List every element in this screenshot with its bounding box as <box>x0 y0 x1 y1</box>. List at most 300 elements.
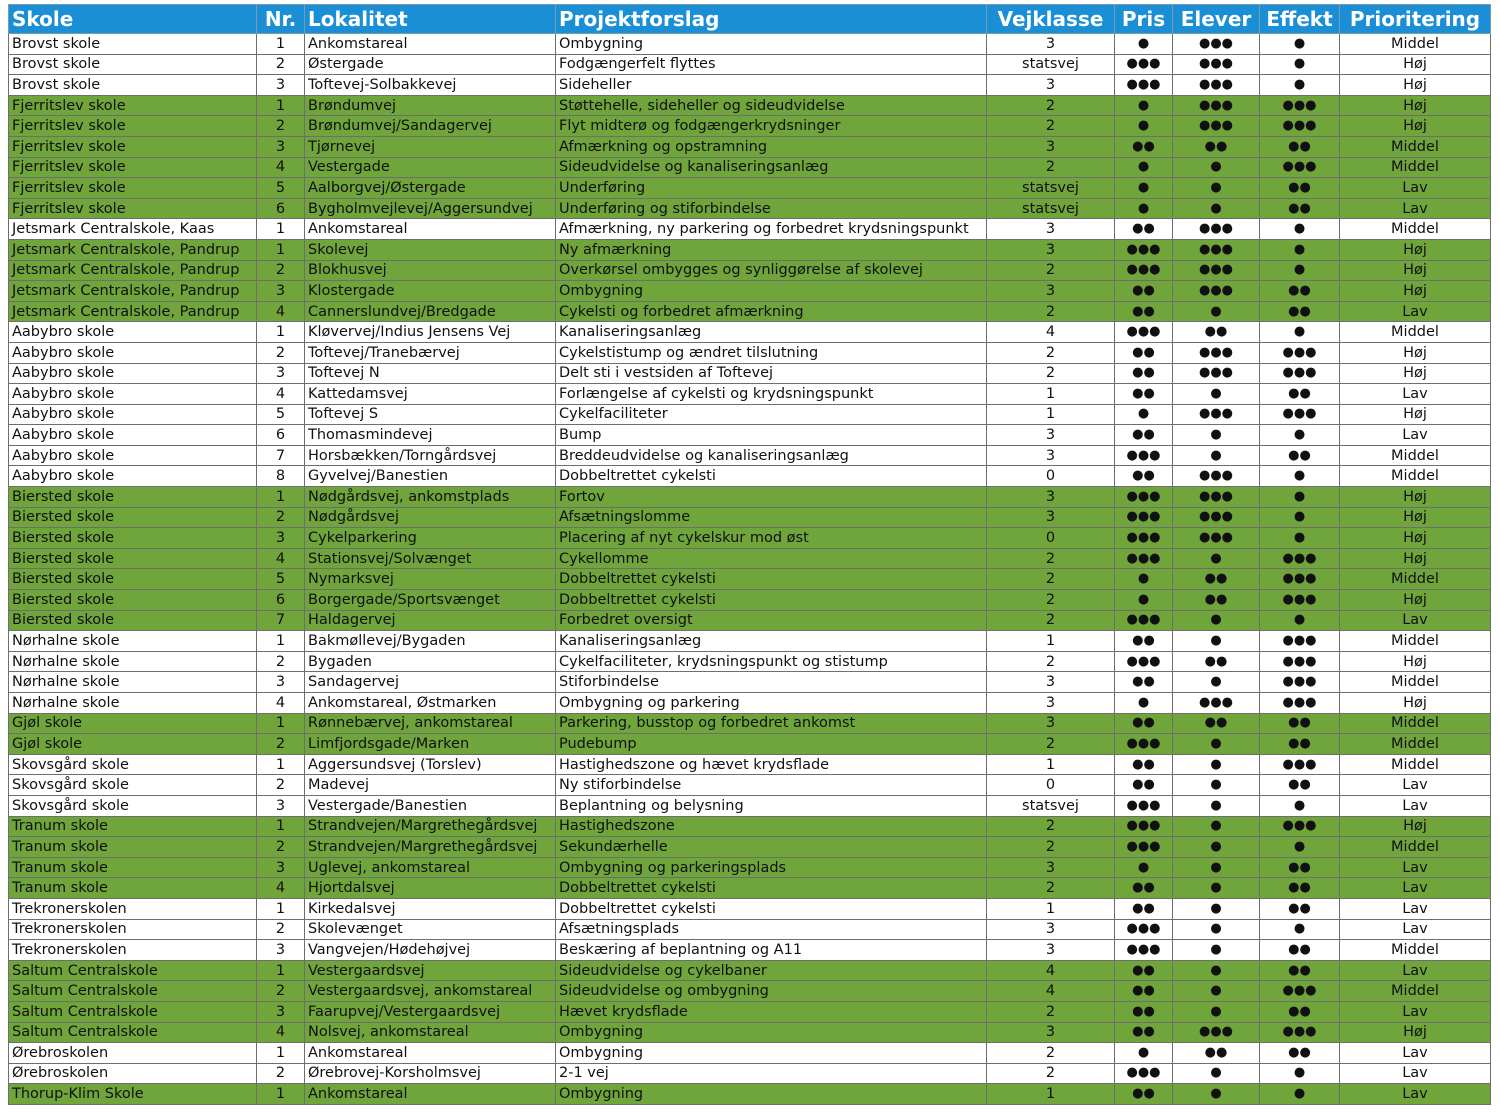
cell-effekt: ●●● <box>1260 981 1340 1002</box>
cell-projektforslag: Fodgængerfelt flyttes <box>556 54 987 75</box>
table-row <box>9 116 1491 137</box>
cell-lokalitet: Østergade <box>305 54 556 75</box>
cell-prioritering: Lav <box>1340 960 1491 981</box>
cell-prioritering: Middel <box>1340 157 1491 178</box>
cell-elever: ● <box>1173 857 1260 878</box>
cell-effekt: ●● <box>1260 384 1340 405</box>
cell-lokalitet: Vestergaardsvej, ankomstareal <box>305 981 556 1002</box>
cell-pris: ● <box>1115 857 1173 878</box>
cell-elever: ● <box>1173 631 1260 652</box>
cell-effekt: ●● <box>1260 775 1340 796</box>
cell-projektforslag: Dobbeltrettet cykelsti <box>556 466 987 487</box>
cell-skole: Tranum skole <box>9 816 257 837</box>
cell-nr: 3 <box>257 363 305 384</box>
cell-vejklasse: 2 <box>987 610 1115 631</box>
cell-skole: Skovsgård skole <box>9 795 257 816</box>
cell-nr: 5 <box>257 178 305 199</box>
cell-projektforslag: Sideudvidelse og ombygning <box>556 981 987 1002</box>
cell-skole: Biersted skole <box>9 590 257 611</box>
cell-elever: ● <box>1173 919 1260 940</box>
cell-effekt: ●● <box>1260 281 1340 302</box>
cell-lokalitet: Nymarksvej <box>305 569 556 590</box>
cell-elever: ● <box>1173 816 1260 837</box>
cell-prioritering: Høj <box>1340 239 1491 260</box>
cell-effekt: ● <box>1260 837 1340 858</box>
table-body <box>9 34 1491 1105</box>
cell-skole: Aabybro skole <box>9 445 257 466</box>
cell-prioritering: Middel <box>1340 466 1491 487</box>
cell-elever: ● <box>1173 960 1260 981</box>
table-row <box>9 507 1491 528</box>
cell-elever: ● <box>1173 1063 1260 1084</box>
cell-vejklasse: 4 <box>987 960 1115 981</box>
cell-prioritering: Middel <box>1340 713 1491 734</box>
cell-pris: ●● <box>1115 1084 1173 1105</box>
cell-projektforslag: Bump <box>556 425 987 446</box>
cell-effekt: ●● <box>1260 198 1340 219</box>
cell-prioritering: Høj <box>1340 75 1491 96</box>
table-row <box>9 919 1491 940</box>
cell-elever: ●●● <box>1173 507 1260 528</box>
cell-nr: 3 <box>257 75 305 96</box>
cell-effekt: ●●● <box>1260 548 1340 569</box>
cell-lokalitet: Kattedamsvej <box>305 384 556 405</box>
cell-projektforslag: Cykelstistump og ændret tilslutning <box>556 342 987 363</box>
header-row <box>9 5 1491 34</box>
cell-nr: 2 <box>257 116 305 137</box>
cell-prioritering: Middel <box>1340 672 1491 693</box>
cell-elever: ●●● <box>1173 260 1260 281</box>
header-nr: Nr. <box>257 5 305 34</box>
cell-lokalitet: Nolsvej, ankomstareal <box>305 1022 556 1043</box>
cell-prioritering: Høj <box>1340 1022 1491 1043</box>
cell-vejklasse: 3 <box>987 219 1115 240</box>
table-row <box>9 981 1491 1002</box>
cell-pris: ● <box>1115 590 1173 611</box>
cell-pris: ●●● <box>1115 75 1173 96</box>
cell-nr: 1 <box>257 713 305 734</box>
cell-lokalitet: Vestergade/Banestien <box>305 795 556 816</box>
cell-lokalitet: Faarupvej/Vestergaardsvej <box>305 1001 556 1022</box>
table-row <box>9 1022 1491 1043</box>
cell-elever: ●●● <box>1173 95 1260 116</box>
cell-skole: Ørebroskolen <box>9 1063 257 1084</box>
cell-lokalitet: Nødgårdsvej, ankomstplads <box>305 487 556 508</box>
cell-lokalitet: Ankomstareal <box>305 34 556 55</box>
cell-vejklasse: 2 <box>987 301 1115 322</box>
cell-vejklasse: 2 <box>987 816 1115 837</box>
cell-prioritering: Høj <box>1340 404 1491 425</box>
cell-prioritering: Lav <box>1340 775 1491 796</box>
cell-effekt: ● <box>1260 466 1340 487</box>
cell-elever: ●● <box>1173 569 1260 590</box>
cell-nr: 6 <box>257 198 305 219</box>
cell-lokalitet: Stationsvej/Solvænget <box>305 548 556 569</box>
cell-effekt: ●● <box>1260 857 1340 878</box>
cell-projektforslag: Hævet krydsflade <box>556 1001 987 1022</box>
cell-elever: ● <box>1173 878 1260 899</box>
cell-vejklasse: 3 <box>987 713 1115 734</box>
cell-pris: ●● <box>1115 1022 1173 1043</box>
cell-vejklasse: 3 <box>987 425 1115 446</box>
cell-effekt: ● <box>1260 425 1340 446</box>
cell-projektforslag: Cykelsti og forbedret afmærkning <box>556 301 987 322</box>
cell-lokalitet: Haldagervej <box>305 610 556 631</box>
cell-effekt: ●● <box>1260 1001 1340 1022</box>
cell-lokalitet: Skolevej <box>305 239 556 260</box>
cell-lokalitet: Strandvejen/Margrethegårdsvej <box>305 816 556 837</box>
cell-nr: 7 <box>257 610 305 631</box>
cell-projektforslag: Støttehelle, sideheller og sideudvidelse <box>556 95 987 116</box>
cell-elever: ●●● <box>1173 363 1260 384</box>
cell-skole: Aabybro skole <box>9 384 257 405</box>
cell-projektforslag: Fortov <box>556 487 987 508</box>
cell-elever: ●●● <box>1173 1022 1260 1043</box>
cell-effekt: ● <box>1260 487 1340 508</box>
cell-prioritering: Middel <box>1340 837 1491 858</box>
cell-pris: ●●● <box>1115 528 1173 549</box>
cell-prioritering: Middel <box>1340 734 1491 755</box>
cell-nr: 1 <box>257 960 305 981</box>
cell-pris: ● <box>1115 198 1173 219</box>
cell-pris: ●● <box>1115 281 1173 302</box>
cell-nr: 4 <box>257 301 305 322</box>
cell-pris: ●● <box>1115 713 1173 734</box>
header-skole: Skole <box>9 5 257 34</box>
cell-lokalitet: Strandvejen/Margrethegårdsvej <box>305 837 556 858</box>
cell-elever: ● <box>1173 754 1260 775</box>
cell-vejklasse: 2 <box>987 569 1115 590</box>
cell-skole: Jetsmark Centralskole, Pandrup <box>9 301 257 322</box>
cell-effekt: ● <box>1260 260 1340 281</box>
cell-vejklasse: 0 <box>987 528 1115 549</box>
cell-elever: ●●● <box>1173 281 1260 302</box>
cell-prioritering: Lav <box>1340 795 1491 816</box>
cell-projektforslag: Underføring og stiforbindelse <box>556 198 987 219</box>
cell-effekt: ●● <box>1260 445 1340 466</box>
cell-elever: ● <box>1173 1001 1260 1022</box>
cell-prioritering: Lav <box>1340 878 1491 899</box>
cell-vejklasse: 2 <box>987 1063 1115 1084</box>
cell-effekt: ● <box>1260 919 1340 940</box>
cell-effekt: ● <box>1260 75 1340 96</box>
cell-lokalitet: Klostergade <box>305 281 556 302</box>
cell-elever: ●●● <box>1173 342 1260 363</box>
cell-skole: Nørhalne skole <box>9 672 257 693</box>
cell-effekt: ●●● <box>1260 672 1340 693</box>
cell-elever: ● <box>1173 548 1260 569</box>
cell-lokalitet: Aggersundsvej (Torslev) <box>305 754 556 775</box>
table-row <box>9 960 1491 981</box>
header-vejklasse: Vejklasse <box>987 5 1115 34</box>
cell-elever: ● <box>1173 837 1260 858</box>
cell-skole: Gjøl skole <box>9 734 257 755</box>
cell-effekt: ●● <box>1260 713 1340 734</box>
cell-pris: ● <box>1115 95 1173 116</box>
table-row <box>9 837 1491 858</box>
table-row <box>9 754 1491 775</box>
cell-lokalitet: Bygaden <box>305 651 556 672</box>
cell-vejklasse: 2 <box>987 1043 1115 1064</box>
cell-pris: ●●● <box>1115 445 1173 466</box>
cell-lokalitet: Ankomstareal <box>305 1043 556 1064</box>
cell-vejklasse: 2 <box>987 260 1115 281</box>
cell-elever: ● <box>1173 157 1260 178</box>
cell-nr: 2 <box>257 837 305 858</box>
table-row <box>9 75 1491 96</box>
table-row <box>9 363 1491 384</box>
cell-pris: ●● <box>1115 775 1173 796</box>
cell-projektforslag: Sideudvidelse og cykelbaner <box>556 960 987 981</box>
table-row <box>9 34 1491 55</box>
table-row <box>9 1063 1491 1084</box>
cell-elever: ● <box>1173 775 1260 796</box>
cell-prioritering: Middel <box>1340 219 1491 240</box>
cell-vejklasse: 2 <box>987 342 1115 363</box>
cell-prioritering: Høj <box>1340 342 1491 363</box>
cell-projektforslag: Beskæring af beplantning og A11 <box>556 940 987 961</box>
cell-nr: 1 <box>257 898 305 919</box>
table-row <box>9 404 1491 425</box>
cell-effekt: ●●● <box>1260 157 1340 178</box>
cell-pris: ●● <box>1115 672 1173 693</box>
cell-nr: 7 <box>257 445 305 466</box>
cell-elever: ●● <box>1173 590 1260 611</box>
cell-projektforslag: Cykelfaciliteter, krydsningspunkt og stistump <box>556 651 987 672</box>
projects-table <box>8 4 1491 1105</box>
cell-elever: ● <box>1173 940 1260 961</box>
cell-lokalitet: Hjortdalsvej <box>305 878 556 899</box>
cell-vejklasse: 1 <box>987 898 1115 919</box>
cell-nr: 3 <box>257 672 305 693</box>
table-row <box>9 425 1491 446</box>
cell-vejklasse: 2 <box>987 548 1115 569</box>
cell-effekt: ●●● <box>1260 693 1340 714</box>
cell-prioritering: Middel <box>1340 34 1491 55</box>
cell-effekt: ●● <box>1260 940 1340 961</box>
table-row <box>9 466 1491 487</box>
cell-nr: 2 <box>257 507 305 528</box>
cell-vejklasse: 0 <box>987 775 1115 796</box>
cell-nr: 6 <box>257 425 305 446</box>
cell-effekt: ●● <box>1260 301 1340 322</box>
cell-nr: 2 <box>257 1063 305 1084</box>
cell-nr: 5 <box>257 404 305 425</box>
cell-prioritering: Lav <box>1340 1001 1491 1022</box>
cell-vejklasse: 3 <box>987 487 1115 508</box>
cell-skole: Skovsgård skole <box>9 775 257 796</box>
cell-pris: ●●● <box>1115 548 1173 569</box>
cell-effekt: ●● <box>1260 734 1340 755</box>
cell-skole: Aabybro skole <box>9 404 257 425</box>
cell-lokalitet: Skolevænget <box>305 919 556 940</box>
cell-lokalitet: Bygholmvejlevej/Aggersundvej <box>305 198 556 219</box>
cell-effekt: ●●● <box>1260 651 1340 672</box>
cell-vejklasse: statsvej <box>987 795 1115 816</box>
cell-elever: ● <box>1173 425 1260 446</box>
table-row <box>9 445 1491 466</box>
table-row <box>9 651 1491 672</box>
table-row <box>9 590 1491 611</box>
cell-pris: ●●● <box>1115 734 1173 755</box>
cell-pris: ●● <box>1115 878 1173 899</box>
cell-prioritering: Middel <box>1340 322 1491 343</box>
cell-vejklasse: 3 <box>987 239 1115 260</box>
cell-skole: Trekronerskolen <box>9 919 257 940</box>
table-row <box>9 713 1491 734</box>
cell-lokalitet: Borgergade/Sportsvænget <box>305 590 556 611</box>
cell-nr: 1 <box>257 754 305 775</box>
cell-vejklasse: 3 <box>987 940 1115 961</box>
header-elever: Elever <box>1173 5 1260 34</box>
cell-skole: Fjerritslev skole <box>9 95 257 116</box>
cell-skole: Biersted skole <box>9 528 257 549</box>
cell-skole: Thorup-Klim Skole <box>9 1084 257 1105</box>
cell-projektforslag: Ombygning <box>556 34 987 55</box>
header-prioritering: Prioritering <box>1340 5 1491 34</box>
cell-projektforslag: Dobbeltrettet cykelsti <box>556 569 987 590</box>
cell-lokalitet: Thomasmindevej <box>305 425 556 446</box>
cell-nr: 3 <box>257 1001 305 1022</box>
cell-projektforslag: Ny afmærkning <box>556 239 987 260</box>
cell-pris: ● <box>1115 178 1173 199</box>
cell-prioritering: Lav <box>1340 1063 1491 1084</box>
cell-vejklasse: 2 <box>987 837 1115 858</box>
cell-pris: ●● <box>1115 342 1173 363</box>
cell-elever: ●● <box>1173 713 1260 734</box>
table-row <box>9 816 1491 837</box>
cell-prioritering: Høj <box>1340 281 1491 302</box>
cell-lokalitet: Ankomstareal <box>305 1084 556 1105</box>
cell-projektforslag: Beplantning og belysning <box>556 795 987 816</box>
cell-lokalitet: Nødgårdsvej <box>305 507 556 528</box>
cell-lokalitet: Aalborgvej/Østergade <box>305 178 556 199</box>
table-row <box>9 260 1491 281</box>
cell-skole: Ørebroskolen <box>9 1043 257 1064</box>
cell-lokalitet: Gyvelvej/Banestien <box>305 466 556 487</box>
cell-pris: ●● <box>1115 425 1173 446</box>
cell-effekt: ●● <box>1260 1043 1340 1064</box>
cell-projektforslag: Dobbeltrettet cykelsti <box>556 878 987 899</box>
cell-pris: ●● <box>1115 466 1173 487</box>
cell-skole: Fjerritslev skole <box>9 198 257 219</box>
cell-prioritering: Høj <box>1340 260 1491 281</box>
cell-vejklasse: 3 <box>987 857 1115 878</box>
cell-vejklasse: 2 <box>987 157 1115 178</box>
table-row <box>9 136 1491 157</box>
cell-prioritering: Høj <box>1340 507 1491 528</box>
table-row <box>9 157 1491 178</box>
table-row <box>9 1001 1491 1022</box>
cell-vejklasse: 3 <box>987 281 1115 302</box>
cell-pris: ●● <box>1115 981 1173 1002</box>
table-row <box>9 940 1491 961</box>
table-row <box>9 301 1491 322</box>
cell-lokalitet: Ankomstareal, Østmarken <box>305 693 556 714</box>
cell-skole: Brovst skole <box>9 54 257 75</box>
table-row <box>9 734 1491 755</box>
cell-elever: ●●● <box>1173 34 1260 55</box>
cell-projektforslag: Ny stiforbindelse <box>556 775 987 796</box>
cell-nr: 2 <box>257 734 305 755</box>
cell-nr: 4 <box>257 1022 305 1043</box>
cell-effekt: ● <box>1260 34 1340 55</box>
cell-projektforslag: Sideheller <box>556 75 987 96</box>
cell-projektforslag: 2-1 vej <box>556 1063 987 1084</box>
cell-nr: 2 <box>257 919 305 940</box>
cell-effekt: ● <box>1260 528 1340 549</box>
table-row <box>9 95 1491 116</box>
cell-prioritering: Lav <box>1340 198 1491 219</box>
cell-skole: Fjerritslev skole <box>9 116 257 137</box>
cell-effekt: ● <box>1260 610 1340 631</box>
cell-projektforslag: Kanaliseringsanlæg <box>556 631 987 652</box>
cell-lokalitet: Kløvervej/Indius Jensens Vej <box>305 322 556 343</box>
cell-skole: Nørhalne skole <box>9 693 257 714</box>
cell-prioritering: Lav <box>1340 425 1491 446</box>
header-pris: Pris <box>1115 5 1173 34</box>
cell-projektforslag: Sekundærhelle <box>556 837 987 858</box>
cell-lokalitet: Cykelparkering <box>305 528 556 549</box>
cell-skole: Skovsgård skole <box>9 754 257 775</box>
cell-projektforslag: Overkørsel ombygges og synliggørelse af skolevej <box>556 260 987 281</box>
cell-prioritering: Middel <box>1340 445 1491 466</box>
cell-pris: ●●● <box>1115 54 1173 75</box>
cell-lokalitet: Cannerslundvej/Bredgade <box>305 301 556 322</box>
table-row <box>9 322 1491 343</box>
cell-skole: Jetsmark Centralskole, Kaas <box>9 219 257 240</box>
cell-skole: Fjerritslev skole <box>9 157 257 178</box>
cell-lokalitet: Ørebrovej-Korsholmsvej <box>305 1063 556 1084</box>
cell-vejklasse: 3 <box>987 693 1115 714</box>
cell-vejklasse: 2 <box>987 590 1115 611</box>
cell-skole: Aabybro skole <box>9 466 257 487</box>
cell-pris: ●●● <box>1115 260 1173 281</box>
cell-effekt: ●● <box>1260 960 1340 981</box>
cell-prioritering: Lav <box>1340 919 1491 940</box>
cell-nr: 1 <box>257 95 305 116</box>
cell-vejklasse: 1 <box>987 631 1115 652</box>
cell-skole: Biersted skole <box>9 487 257 508</box>
cell-skole: Biersted skole <box>9 569 257 590</box>
cell-elever: ● <box>1173 384 1260 405</box>
cell-nr: 2 <box>257 775 305 796</box>
table-row <box>9 1084 1491 1105</box>
cell-projektforslag: Ombygning <box>556 1043 987 1064</box>
cell-lokalitet: Madevej <box>305 775 556 796</box>
cell-elever: ● <box>1173 1084 1260 1105</box>
table-row <box>9 528 1491 549</box>
cell-effekt: ●●● <box>1260 342 1340 363</box>
table-row <box>9 672 1491 693</box>
cell-elever: ● <box>1173 198 1260 219</box>
cell-vejklasse: 2 <box>987 878 1115 899</box>
cell-projektforslag: Afmærkning og opstramning <box>556 136 987 157</box>
cell-pris: ●● <box>1115 898 1173 919</box>
table-row <box>9 487 1491 508</box>
cell-nr: 3 <box>257 281 305 302</box>
cell-effekt: ● <box>1260 322 1340 343</box>
cell-elever: ● <box>1173 178 1260 199</box>
cell-lokalitet: Toftevej N <box>305 363 556 384</box>
cell-prioritering: Høj <box>1340 816 1491 837</box>
cell-nr: 4 <box>257 157 305 178</box>
cell-effekt: ●●● <box>1260 95 1340 116</box>
cell-lokalitet: Ankomstareal <box>305 219 556 240</box>
cell-prioritering: Høj <box>1340 651 1491 672</box>
header-lokalitet: Lokalitet <box>305 5 556 34</box>
table-row <box>9 219 1491 240</box>
